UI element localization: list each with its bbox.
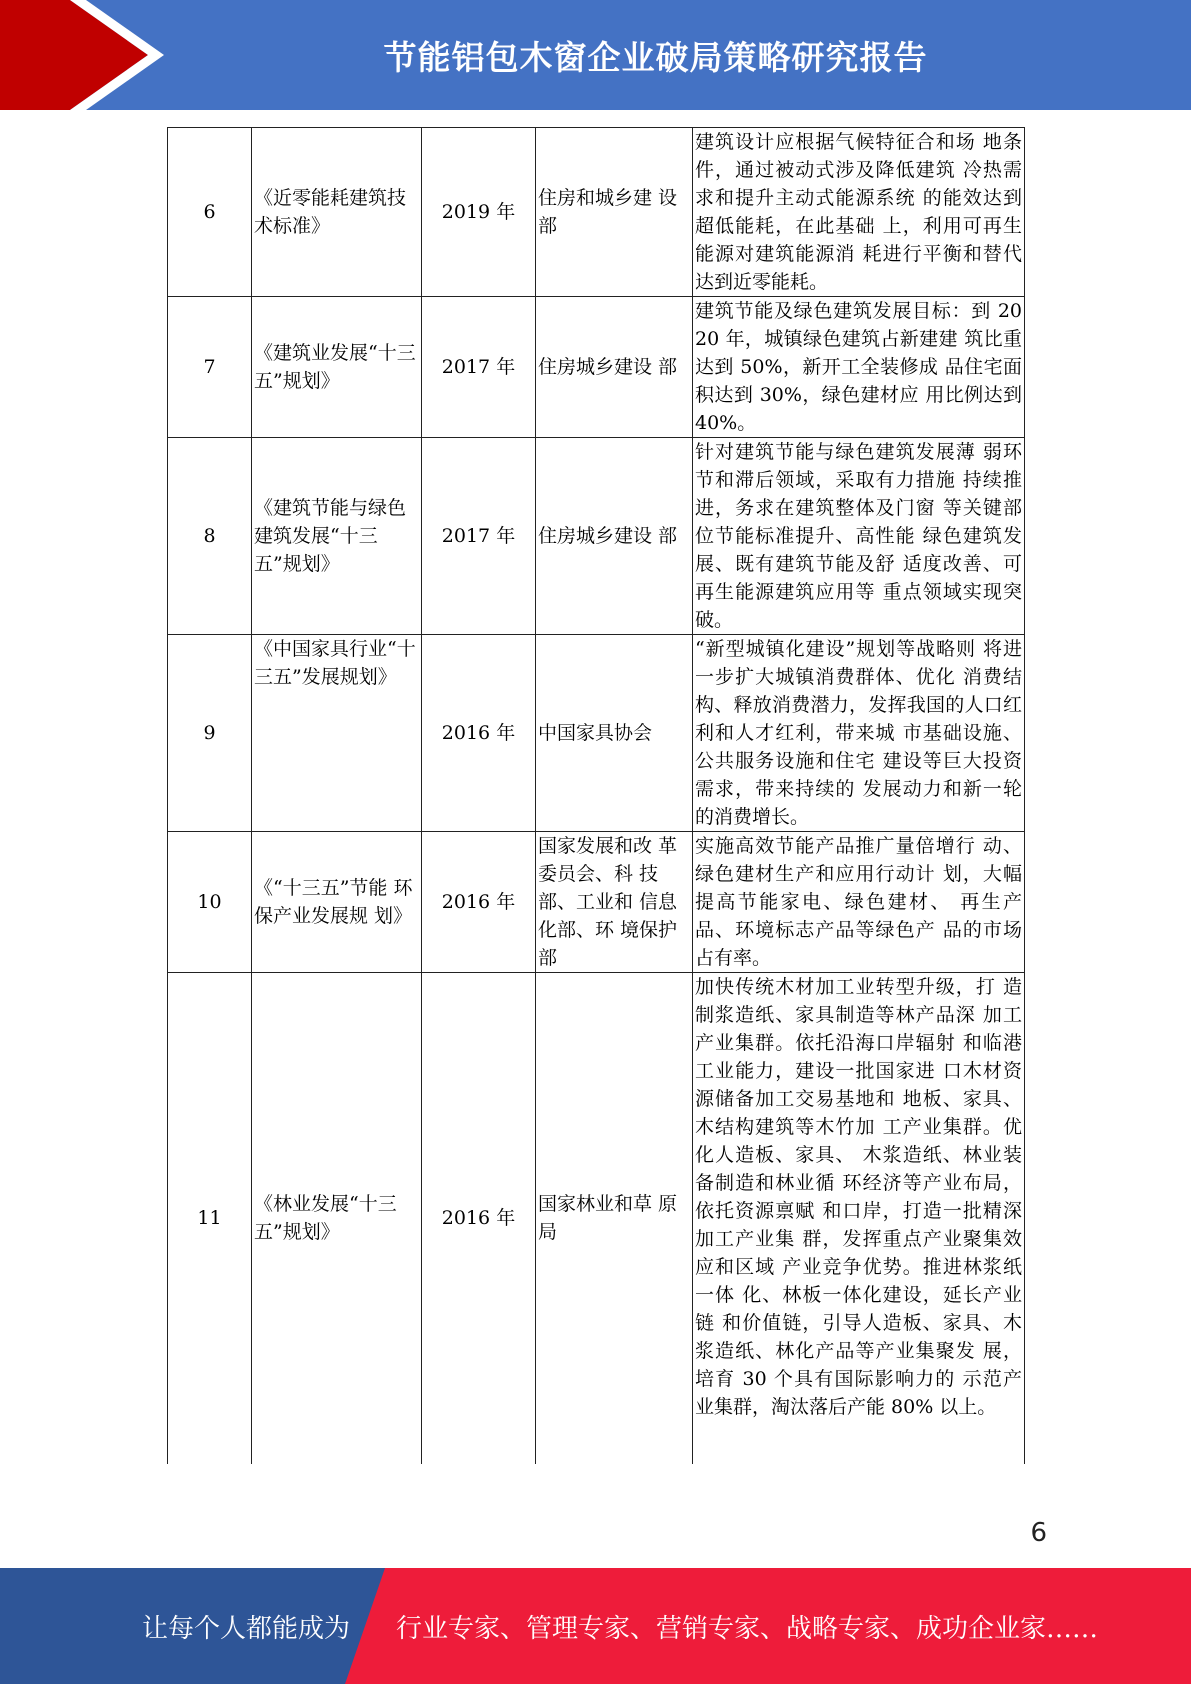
row-number: 11	[168, 973, 252, 1464]
policy-name: 《“十三五”节能 环保产业发展规 划》	[252, 832, 422, 973]
policy-description: 建筑设计应根据气候特征合和场 地条件，通过被动式涉及降低建筑 冷热需求和提升主动式能源系统 的能效达到超低能耗，在此基础 上，利用可再生能源对建筑能源消 耗进行平衡和替代达到近零能耗。	[693, 128, 1025, 297]
policy-name: 《林业发展“十三五”规划》	[252, 973, 422, 1464]
policy-name: 《中国家具行业“十三五”发展规划》	[252, 635, 422, 832]
policy-org: 国家林业和草 原局	[536, 973, 693, 1464]
policy-org: 住房城乡建设 部	[536, 297, 693, 438]
table-row	[168, 438, 1025, 635]
row-number: 8	[168, 438, 252, 635]
footer-slogan-right: 行业专家、管理专家、营销专家、战略专家、成功企业家……	[396, 1613, 1099, 1644]
page-header	[0, 0, 1191, 110]
policy-org: 国家发展和改 革委员会、科 技部、工业和 信息化部、环 境保护部	[536, 832, 693, 973]
table-row	[168, 297, 1025, 438]
table-row	[168, 832, 1025, 973]
policy-description: 加快传统木材加工业转型升级，打 造制浆造纸、家具制造等林产品深 加工产业集群。依托沿海口岸辐射 和临港工业能力，建设一批国家进 口木材资源储备加工交易基地和 地板、家具、木结构建筑等木竹加 工产业集群。优化人造板、家具、 木浆造纸、林业装备制造和林业循 环经济等产业布局，依托资源禀赋 和口岸，打造一批精深加工产业集 群，发挥重点产业聚集效应和区域 产业竞争优势。推进林浆纸一体 化、林板一体化建设，延长产业链 和价值链，引导人造板、家具、木浆造纸、林化产品等产业集聚发 展，培育 30 个具有国际影响力的 示范产业集群，淘汰落后产能 80% 以上。	[693, 973, 1025, 1464]
row-number: 6	[168, 128, 252, 297]
policy-org: 住房和城乡建 设部	[536, 128, 693, 297]
page-number: 6	[1030, 1518, 1047, 1548]
policy-description: “新型城镇化建设”规划等战略则 将进一步扩大城镇消费群体、优化 消费结构、释放消费潜力，发挥我国的人口红利和人才红利，带来城 市基础设施、公共服务设施和住宅 建设等巨大投资需求，带来持续的 发展动力和新一轮的消费增长。	[693, 635, 1025, 832]
table-row	[168, 973, 1025, 1464]
policy-name: 《建筑业发展“十三五”规划》	[252, 297, 422, 438]
policy-year: 2019 年	[422, 128, 536, 297]
row-number: 7	[168, 297, 252, 438]
policy-org: 住房城乡建设 部	[536, 438, 693, 635]
policy-year: 2016 年	[422, 973, 536, 1464]
policy-description: 实施高效节能产品推广量倍增行 动、绿色建材生产和应用行动计 划，大幅提高节能家电、绿色建材、 再生产品、环境标志产品等绿色产 品的市场占有率。	[693, 832, 1025, 973]
policy-year: 2016 年	[422, 635, 536, 832]
footer-slogan-left: 让每个人都能成为	[142, 1613, 351, 1644]
header-title: 节能铝包木窗企业破局策略研究报告	[383, 37, 928, 77]
policy-year: 2016 年	[422, 832, 536, 973]
policy-name: 《建筑节能与绿色建筑发展“十三五”规划》	[252, 438, 422, 635]
policy-name: 《近零能耗建筑技术标准》	[252, 128, 422, 297]
policy-year: 2017 年	[422, 438, 536, 635]
table-row	[168, 635, 1025, 832]
page-footer	[0, 1568, 1191, 1684]
row-number: 10	[168, 832, 252, 973]
policy-table	[167, 127, 1024, 1448]
policy-description: 建筑节能及绿色建筑发展目标：到 2020 年，城镇绿色建筑占新建建 筑比重达到 50%，新开工全装修成 品住宅面积达到 30%，绿色建材应 用比例达到 40%。	[693, 297, 1025, 438]
policy-year: 2017 年	[422, 297, 536, 438]
table-row	[168, 128, 1025, 297]
policy-description: 针对建筑节能与绿色建筑发展薄 弱环节和滞后领域，采取有力措施 持续推进，务求在建筑整体及门窗 等关键部位节能标准提升、高性能 绿色建筑发展、既有建筑节能及舒 适度改善、可再生能源建筑应用等 重点领域实现突破。	[693, 438, 1025, 635]
policy-org: 中国家具协会	[536, 635, 693, 832]
row-number: 9	[168, 635, 252, 832]
